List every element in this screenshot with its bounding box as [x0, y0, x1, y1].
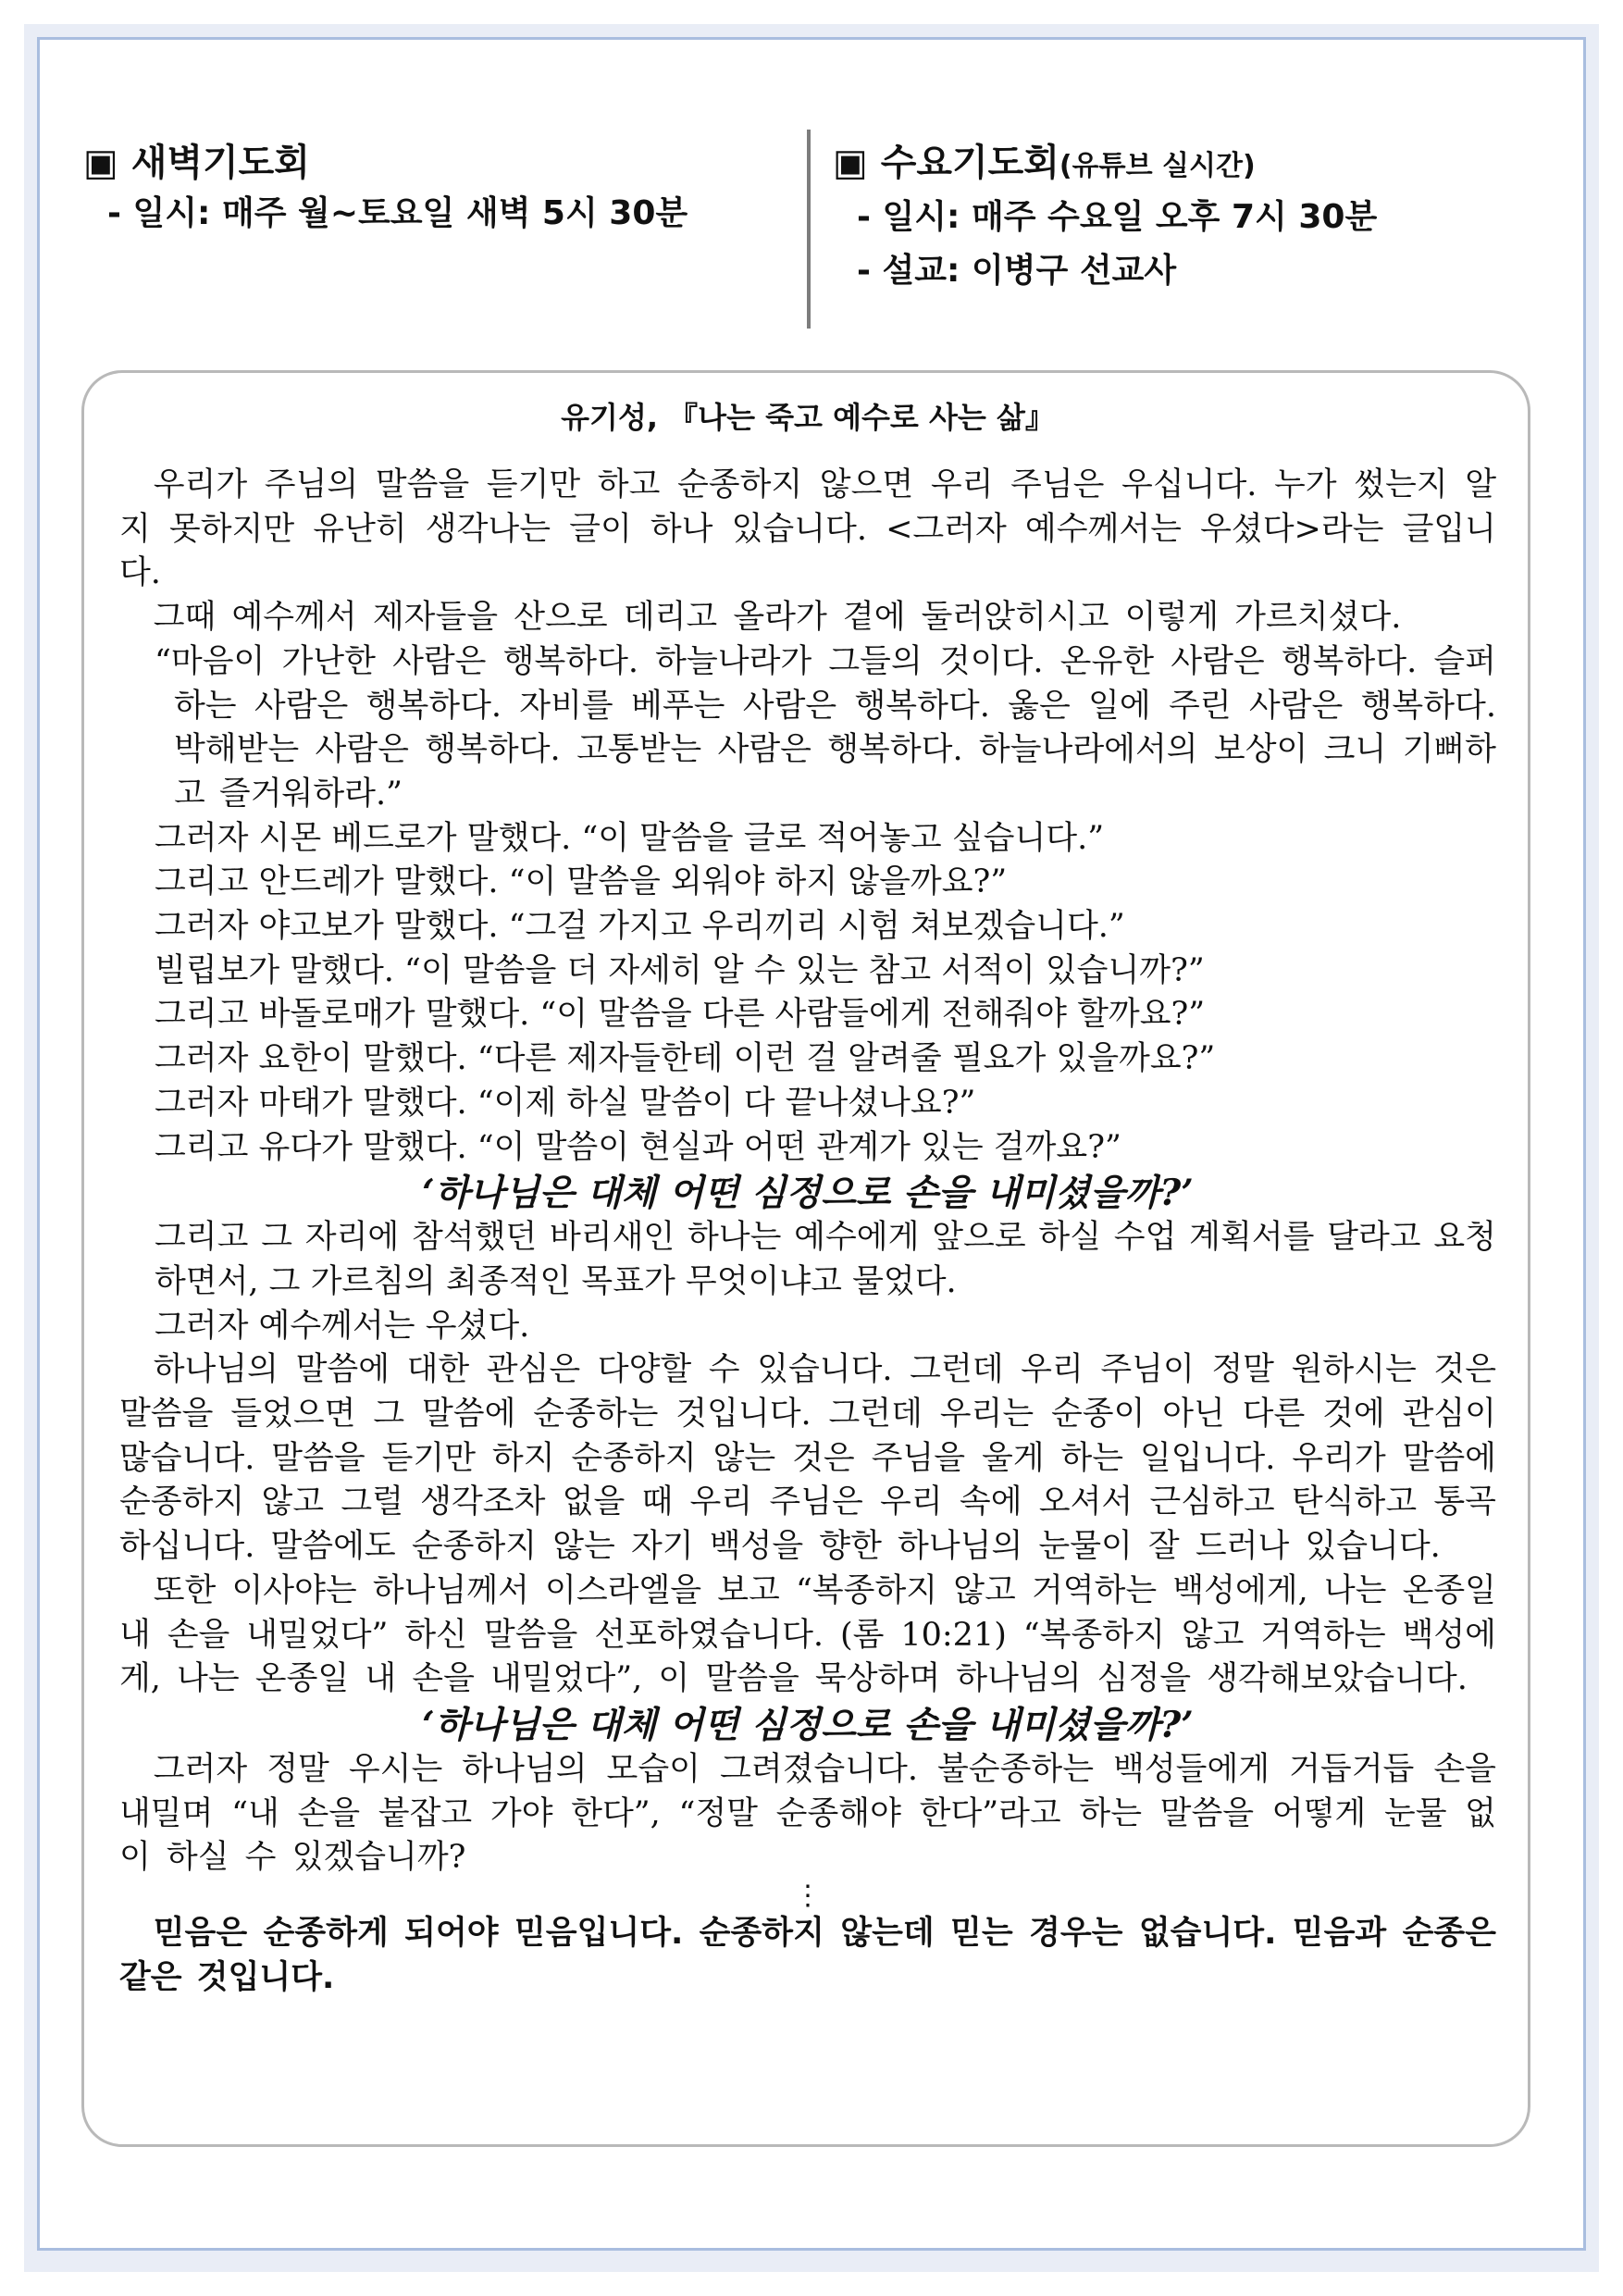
wednesday-prayer-title-row — [833, 139, 1377, 191]
paragraph-3: 하나님의 말씀에 대한 관심은 다양할 수 있습니다. 그런데 우리 주님이 정말 원하시는 것은 말씀을 들었으면 그 말씀에 순종하는 것입니다. 그런데 우리는 순종이 아닌 다른 것에 관심이 많습니다. 말씀을 듣기만 하지 순종하지 않는 것은 주님을 울게 하는 일입니다. 우리가 말씀에 순종하지 않고 그럴 생각조차 없을 때 우리 주님은 우리 속에 오셔서 근심하고 탄식하고 통곡하십니다. 말씀에도 순종하지 않는 자기 백성을 향한 하나님의 눈물이 잘 드러나 있습니다. — [119, 1351, 1496, 1566]
paragraph-1: 우리가 주님의 말씀을 듣기만 하고 순종하지 않으면 우리 주님은 우십니다. 누가 썼는지 알지 못하지만 유난히 생각나는 글이 하나 있습니다. <그러자 예수께서는 우셨다>라는 글입니다. — [119, 466, 1496, 592]
dialogue-line: 그러자 시몬 베드로가 말했다. “이 말씀을 글로 적어놓고 싶습니다.” — [155, 819, 1105, 857]
paragraph-5: 그러자 정말 우시는 하나님의 모습이 그려졌습니다. 불순종하는 백성들에게 거듭거듭 손을 내밀며 “내 손을 붙잡고 가야 한다”, “정말 순종해야 한다”라고 하는 말씀을 어떻게 눈물 없이 하실 수 있겠습니까? — [119, 1750, 1496, 1877]
dialogue-line: 빌립보가 말했다. “이 말씀을 더 자세히 알 수 있는 참고 서적이 있습니까?” — [155, 951, 1205, 989]
wednesday-prayer-preacher: - 설교: 이병구 선교사 — [857, 252, 1177, 290]
paragraph-2: 그때 예수께서 제자들을 산으로 데리고 올라가 곁에 둘러앉히시고 이렇게 가르치셨다. — [153, 599, 1402, 637]
dialogue-line: 그리고 안드레가 말했다. “이 말씀을 외워야 하지 않을까요?” — [155, 863, 1008, 901]
paragraph-4: 또한 이사야는 하나님께서 이스라엘을 보고 “복종하지 않고 거역하는 백성에게, 나는 온종일 내 손을 내밀었다” 하신 말씀을 선포하였습니다. (롬 10:21) “복종하지 않고 거역하는 백성에게, 나는 온종일 내 손을 내밀었다”, 이 말씀을 묵상하며 하나님의 심정을 생각해보았습니다. — [119, 1571, 1496, 1698]
article-body — [119, 464, 1496, 1912]
beatitudes-quote: “마음이 가난한 사람은 행복하다. 하늘나라가 그들의 것이다. 온유한 사람은 행복하다. 슬퍼하는 사람은 행복하다. 자비를 베푸는 사람은 행복하다. 옳은 일에 주린 사람은 행복하다. 박해받는 사람은 행복하다. 고통받는 사람은 행복하다. 하늘나라에서의 보상이 크니 기뻐하고 즐거워하라.” — [155, 642, 1496, 813]
jesus-wept-line: 그러자 예수께서는 우셨다. — [155, 1307, 530, 1345]
section-divider — [807, 130, 811, 329]
dialogue-line: 그러자 마태가 말했다. “이제 하실 말씀이 다 끝나셨나요?” — [155, 1084, 976, 1122]
dialogue-line: 그리고 바돌로매가 말했다. “이 말씀을 다른 사람들에게 전해줘야 할까요?” — [155, 996, 1206, 1034]
wednesday-prayer-title: ▣ 수요기도회 — [833, 142, 1059, 184]
dialogue-line: 그러자 요한이 말했다. “다른 제자들한테 이런 걸 알려줄 필요가 있을까요?” — [155, 1040, 1216, 1078]
pharisee-paragraph: 그리고 그 자리에 참석했던 바리새인 하나는 예수에게 앞으로 하실 수업 계획서를 달라고 요청하면서, 그 가르침의 최종적인 목표가 무엇이냐고 물었다. — [155, 1219, 1496, 1300]
wednesday-prayer-section — [833, 139, 1377, 298]
emphasis-question-1: ‘하나님은 대체 어떤 심정으로 손을 내미셨을까?’ — [422, 1172, 1194, 1215]
article-box — [81, 370, 1530, 2147]
vertical-ellipsis: ⋮ — [794, 1880, 822, 1913]
dialogue-line: 그러자 야고보가 말했다. “그걸 가지고 우리끼리 시험 쳐보겠습니다.” — [155, 908, 1125, 946]
emphasis-question-2: ‘하나님은 대체 어떤 심정으로 손을 내미셨을까?’ — [422, 1703, 1194, 1746]
dialogue-line: 그리고 유다가 말했다. “이 말씀이 현실과 어떤 관계가 있는 걸까요?” — [155, 1128, 1121, 1166]
wednesday-prayer-note: (유튜브 실시간) — [1059, 150, 1256, 182]
dawn-prayer-schedule: - 일시: 매주 월~토요일 새벽 5시 30분 — [107, 194, 688, 232]
dawn-prayer-section — [83, 139, 688, 241]
final-statement: 믿음은 순종하게 되어야 믿음입니다. 순종하지 않는데 믿는 경우는 없습니다. 믿음과 순종은 같은 것입니다. — [119, 1915, 1496, 1996]
dawn-prayer-title: ▣ 새벽기도회 — [83, 142, 310, 184]
article-title: 유기성, 『나는 죽고 예수로 사는 삶』 — [561, 400, 1055, 435]
wednesday-prayer-schedule: - 일시: 매주 수요일 오후 7시 30분 — [857, 198, 1378, 236]
